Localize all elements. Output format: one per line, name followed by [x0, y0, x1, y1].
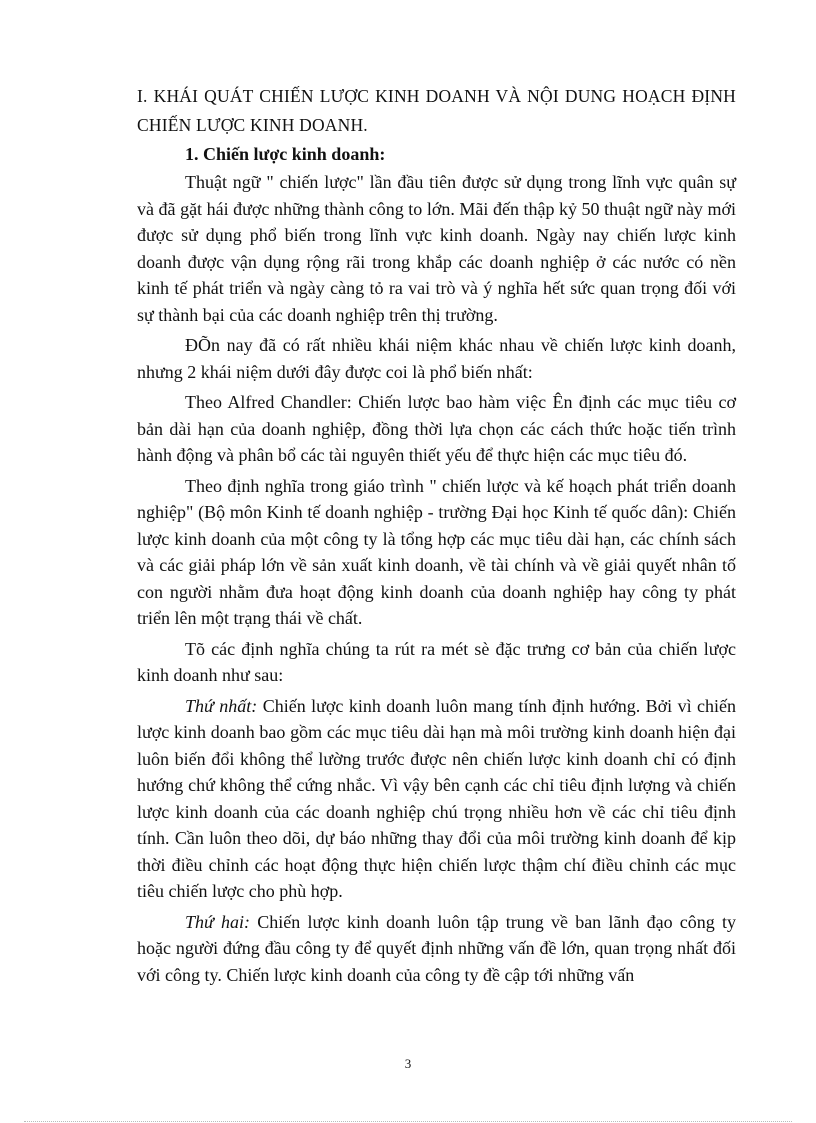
point-paragraph [137, 693, 736, 905]
point-text: Chiến lược kinh doanh luôn tập trung về ban lãnh đạo công ty hoặc người đứng đầu công ty để quyết định những vấn đề lớn, quan trọng nhất đối với công ty. Chiến lược kinh doanh của công ty đề cập tới những vấn [137, 911, 737, 985]
paragraph: Theo Alfred Chandler: Chiến lược bao hàm việc Ên định các mục tiêu cơ bản dài hạn của doanh nghiệp, đồng thời lựa chọn các cách thức hoặc tiến trình hành động và phân bổ các tài nguyên thiết yếu để thực hiện các mục tiêu đó. [137, 392, 736, 465]
paragraph: Theo định nghĩa trong giáo trình " chiến lược và kế hoạch phát triển doanh nghiệp" (Bộ môn Kinh tế doanh nghiệp - trường Đại học Kinh tế quốc dân): Chiến lược kinh doanh của một công ty là tổng hợp các mục tiêu dài hạn, các chính sách và các giải pháp lớn về sản xuất kinh doanh, về tài chính và về giải quyết nhân tố con người nhằm đưa hoạt động kinh doanh của doanh nghiệp hay công ty phát triển lên một trạng thái về chất. [137, 475, 736, 628]
section-heading: I. KHÁI QUÁT CHIẾN LƯỢC KINH DOANH VÀ NỘI DUNG HOẠCH ĐỊNH CHIẾN LƯỢC KINH DOANH. [137, 86, 736, 135]
point-label: Thứ nhất: [185, 695, 258, 716]
point-paragraph [137, 909, 736, 989]
point-text: Chiến lược kinh doanh luôn mang tính định hướng. Bởi vì chiến lược kinh doanh bao gồm các mục tiêu dài hạn mà môi trường kinh doanh hiện đại luôn biến đổi không thể lường trước được nên chiến lược kinh doanh chỉ có định hướng chứ không thể cứng nhắc. Vì vậy bên cạnh các chỉ tiêu định lượng và chiến lược kinh doanh của các doanh nghiệp chú trọng nhiều hơn về các chỉ tiêu định tính. Cần luôn theo dõi, dự báo những thay đổi của môi trường kinh doanh để kịp thời điều chỉnh các hoạt động thực hiện chiến lược thậm chí điều chỉnh các mục tiêu chiến lược cho phù hợp. [137, 695, 736, 901]
paragraph: Thuật ngữ " chiến lược" lần đầu tiên được sử dụng trong lĩnh vực quân sự và đã gặt hái được những thành công to lớn. Mãi đến thập kỷ 50 thuật ngữ này mới được sử dụng phổ biến trong lĩnh vực kinh doanh. Ngày nay chiến lược kinh doanh được vận dụng rộng rãi trong khắp các doanh nghiệp ở các nước có nền kinh tế phát triển và ngày càng tỏ ra vai trò và ý nghĩa hết sức quan trọng đối với sự thành bại của các doanh nghiệp trên thị trường. [137, 172, 736, 325]
page-bottom-divider [24, 1121, 792, 1122]
point-label: Thứ hai: [185, 911, 251, 932]
paragraph: Tõ các định nghĩa chúng ta rút ra mét sè đặc trưng cơ bản của chiến lược kinh doanh như sau: [137, 638, 736, 685]
subsection-heading: 1. Chiến lược kinh doanh: [185, 144, 386, 164]
page-number: 3 [404, 1056, 412, 1071]
paragraph: ĐÕn nay đã có rất nhiều khái niệm khác nhau về chiến lược kinh doanh, nhưng 2 khái niệm dưới đây được coi là phổ biến nhất: [137, 335, 736, 382]
page-content [137, 82, 736, 992]
